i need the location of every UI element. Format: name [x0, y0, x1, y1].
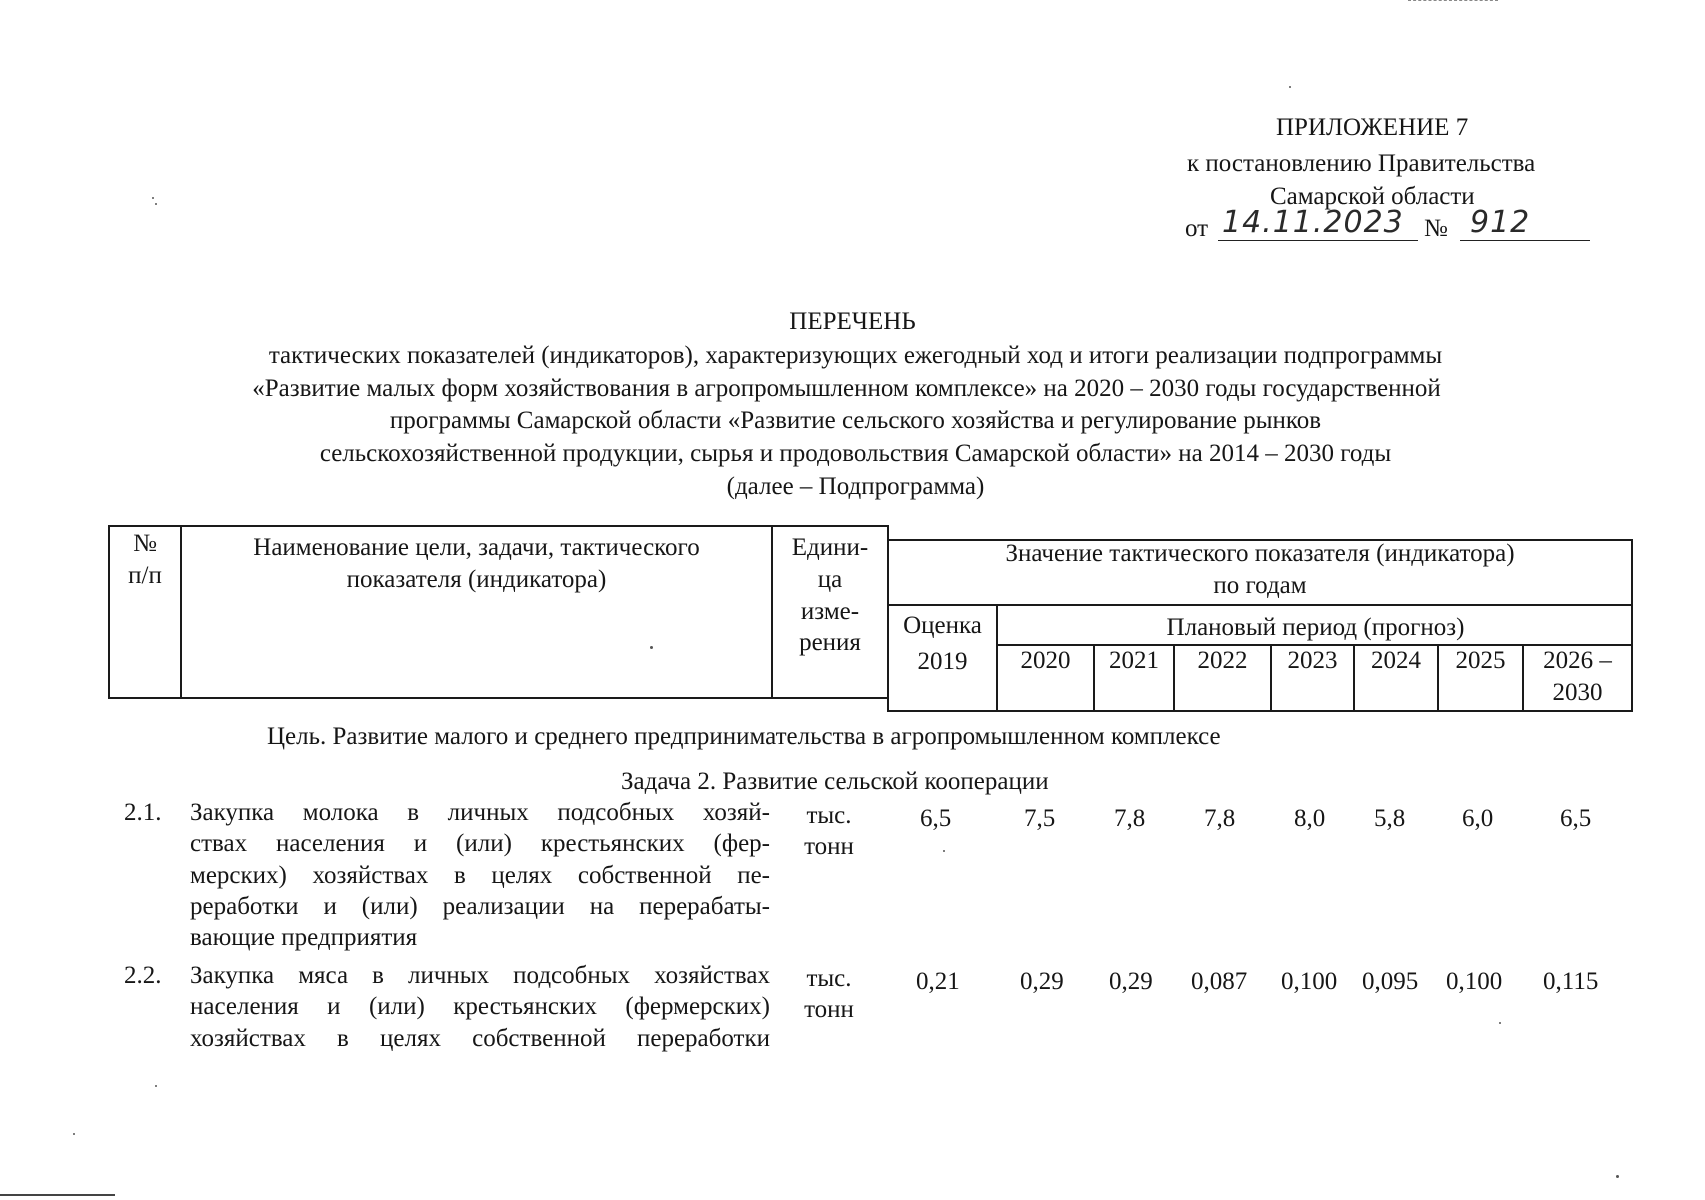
approval-region-line: Самарской области	[1270, 183, 1475, 210]
header-estimate-line2: 2019	[917, 648, 968, 676]
value-2026-2030: 0,115	[1543, 968, 1599, 995]
row-unit-line1: тыс.	[806, 802, 852, 829]
goal-heading: Цель. Развитие малого и среднего предпринимательства в агропромышленном комплексе	[267, 723, 1221, 750]
row-unit-line2: тонн	[804, 996, 854, 1024]
row-text-line: населения и (или) крестьянских (фермерских)	[190, 993, 770, 1021]
value-estimate-2019: 0,21	[916, 968, 960, 995]
title-line-1: тактических показателей (индикаторов), характеризующих ежегодный ход и итоги реализации подпрограммы	[268, 342, 1443, 369]
value-2020: 0,29	[1020, 968, 1064, 995]
row-unit	[789, 800, 869, 863]
row-text-line: хозяйствах в целях собственной переработки	[190, 1024, 770, 1052]
header-unit	[773, 532, 887, 659]
value-2022: 0,087	[1191, 968, 1248, 995]
header-unit-line2: ца	[817, 565, 843, 593]
appendix-label: ПРИЛОЖЕНИЕ 7	[1276, 114, 1469, 141]
row-unit-line1: тыс.	[806, 965, 852, 992]
header-year-2023: 2023	[1287, 647, 1338, 674]
value-2025: 6,0	[1462, 805, 1494, 832]
header-estimate-line1: Оценка	[903, 612, 982, 639]
header-year-2021: 2021	[1109, 647, 1159, 674]
header-year-2020: 2020	[1020, 647, 1071, 674]
header-name-line1: Наименование цели, задачи, тактического	[253, 534, 700, 561]
value-estimate-2019: 6,5	[920, 805, 952, 832]
value-2026-2030: 6,5	[1560, 805, 1592, 832]
value-2025: 0,100	[1446, 968, 1503, 995]
header-period-line1: 2026 –	[1543, 647, 1612, 674]
title-line-4: сельскохозяйственной продукции, сырья и продовольствия Самарской области» на 2014 – 2030 годы	[319, 440, 1392, 467]
number-underline	[1460, 240, 1590, 241]
header-num	[110, 528, 180, 592]
value-2021: 7,8	[1114, 805, 1146, 832]
scan-edge-mark	[0, 1194, 115, 1196]
header-unit-line1: Едини-	[791, 534, 869, 561]
header-year-2022: 2022	[1197, 647, 1248, 674]
row-unit	[789, 963, 869, 1026]
scan-speck	[152, 197, 154, 199]
row-text-line: мерских) хозяйствах в целях собственной пе-	[190, 861, 770, 889]
header-values-title	[889, 538, 1631, 602]
value-2023: 0,100	[1281, 968, 1338, 995]
header-period-2026-2030	[1524, 645, 1631, 709]
scan-speck	[943, 850, 945, 852]
header-estimate	[889, 608, 996, 681]
row-text-line: ствах населения и (или) крестьянских (фер-	[190, 830, 770, 858]
value-2024: 0,095	[1362, 968, 1419, 995]
row-indicator-name	[190, 797, 770, 953]
approval-decree-line: к постановлению Правительства	[1187, 150, 1536, 177]
header-year-2024: 2024	[1371, 647, 1421, 674]
row-number: 2.2.	[124, 962, 162, 989]
row-text-line: Закупка молока в личных подсобных хозяй-	[190, 799, 770, 826]
scan-speck	[155, 203, 157, 205]
task-heading: Задача 2. Развитие сельской кооперации	[621, 768, 1049, 795]
row-text-line: Закупка мяса в личных подсобных хозяйствах	[190, 962, 770, 989]
header-unit-line3: изме-	[800, 597, 860, 625]
title-heading: ПЕРЕЧЕНЬ	[789, 308, 916, 335]
row-unit-line2: тонн	[804, 833, 854, 861]
header-planned: Плановый период (прогноз)	[1166, 614, 1465, 641]
handwritten-number: 912	[1470, 205, 1531, 240]
title-line-2: «Развитие малых форм хозяйствования в агропромышленном комплексе» на 2020 – 2030 годы государственной	[252, 375, 1441, 402]
row-text-line: реработки и (или) реализации на перерабаты-	[190, 892, 770, 920]
date-underline	[1218, 240, 1418, 241]
header-values-line2: по годам	[1213, 572, 1307, 599]
value-2020: 7,5	[1024, 805, 1056, 832]
row-indicator-name	[190, 960, 770, 1054]
value-2023: 8,0	[1294, 805, 1326, 832]
scan-speck	[1499, 1022, 1501, 1024]
scan-speck	[73, 1133, 75, 1135]
scan-speck	[1616, 1175, 1619, 1178]
header-name-line2: показателя (индикатора)	[346, 566, 607, 593]
title-line-5: (далее – Подпрограмма)	[726, 473, 985, 500]
value-2024: 5,8	[1374, 805, 1406, 832]
value-2021: 0,29	[1109, 968, 1153, 995]
number-prefix: №	[1424, 215, 1448, 242]
row-text-line: вающие предприятия	[190, 924, 418, 951]
header-values-line1: Значение тактического показателя (индикатора)	[1005, 540, 1515, 567]
scan-edge-mark	[1408, 0, 1498, 2]
row-number: 2.1.	[124, 799, 162, 826]
header-period-line2: 2030	[1552, 679, 1603, 706]
title-line-3: программы Самарской области «Развитие сельского хозяйства и регулирование рынков	[389, 407, 1322, 434]
header-unit-line4: рения	[799, 629, 861, 657]
scan-speck	[650, 646, 653, 649]
date-prefix: от	[1185, 215, 1209, 242]
header-name	[182, 532, 771, 596]
handwritten-date: 14.11.2023	[1222, 205, 1404, 240]
scan-speck	[155, 1085, 157, 1087]
sep-title-subheaders	[887, 604, 1633, 606]
header-year-2025: 2025	[1455, 647, 1506, 674]
header-num-line1: №	[133, 530, 157, 557]
value-2022: 7,8	[1204, 805, 1236, 832]
header-num-line2: п/п	[128, 562, 162, 589]
header-bottom-border-right	[887, 710, 1633, 712]
scan-speck	[1289, 86, 1291, 88]
